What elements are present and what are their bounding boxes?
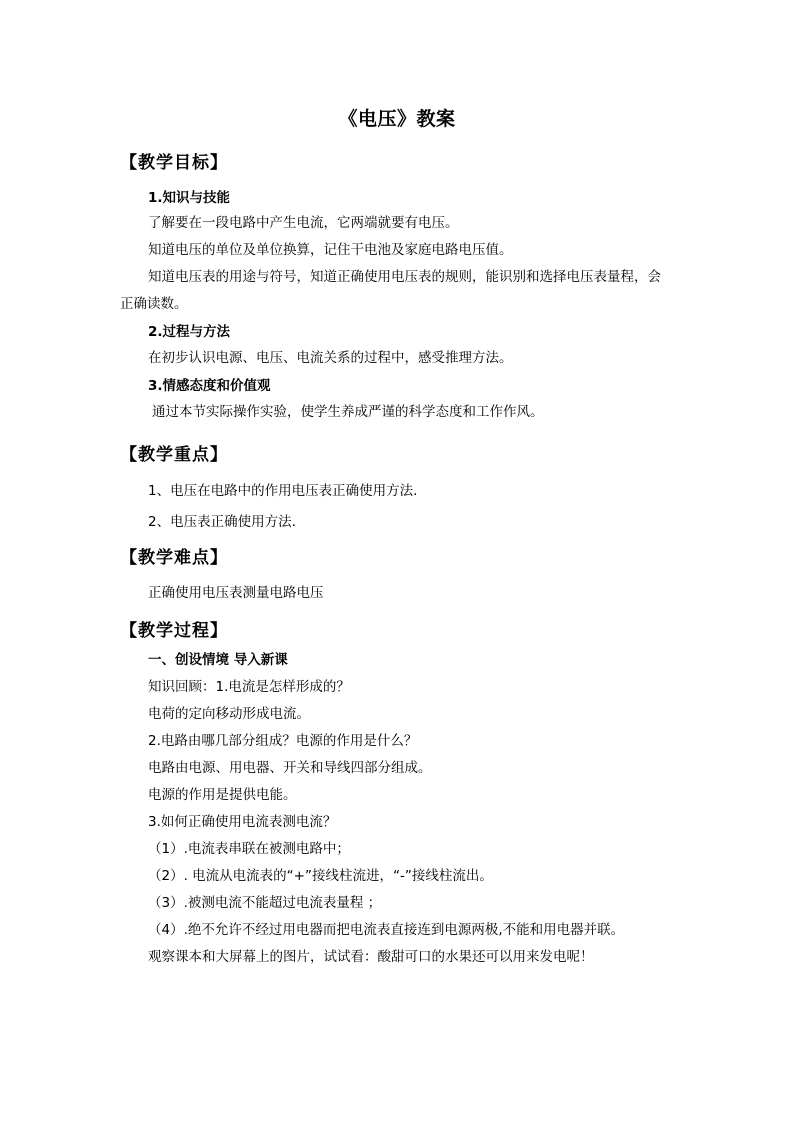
list-item: （4）.绝不允许不经过用电器而把电流表直接连到电源两极,不能和用电器并联。: [148, 922, 625, 938]
paragraph: 观察课本和大屏幕上的图片，试试看：酸甜可口的水果还可以用来发电呢！: [148, 949, 594, 965]
paragraph: 正确读数。: [120, 296, 188, 312]
paragraph: 知道电压表的用途与符号，知道正确使用电压表的规则，能识别和选择电压表量程，会: [148, 269, 661, 285]
paragraph: 通过本节实际操作实验，使学生养成严谨的科学态度和工作作风。: [152, 404, 544, 420]
subheading-intro: 一、创设情境 导入新课: [148, 652, 288, 668]
paragraph: 2.电路由哪几部分组成？电源的作用是什么？: [148, 733, 418, 749]
paragraph: 电荷的定向移动形成电流。: [148, 706, 310, 722]
list-item: （1）.电流表串联在被测电路中；: [148, 841, 350, 857]
paragraph: 知道电压的单位及单位换算，记住干电池及家庭电路电压值。: [148, 242, 513, 258]
subheading-knowledge-skills: 1.知识与技能: [148, 190, 231, 206]
list-item: （3）.被测电流不能超过电流表量程 ；: [148, 895, 382, 911]
paragraph: 正确使用电压表测量电路电压: [148, 585, 324, 601]
paragraph: 知识回顾：1.电流是怎样形成的？: [148, 679, 350, 695]
list-item: （2）. 电流从电流表的“+”接线柱流进，“-”接线柱流出。: [148, 868, 493, 884]
paragraph: 在初步认识电源、电压、电流关系的过程中，感受推理方法。: [148, 350, 513, 366]
paragraph: 电源的作用是提供电能。: [148, 787, 297, 803]
section-heading-process: 【教学过程】: [120, 621, 228, 641]
section-heading-key-points: 【教学重点】: [120, 445, 228, 465]
subheading-process-methods: 2.过程与方法: [148, 324, 231, 340]
subheading-attitudes-values: 3.情感态度和价值观: [148, 378, 271, 394]
page-title: 《电压》教案: [338, 108, 456, 130]
paragraph: 了解要在一段电路中产生电流，它两端就要有电压。: [148, 215, 459, 231]
section-heading-difficulties: 【教学难点】: [120, 548, 228, 568]
paragraph: 1、电压在电路中的作用电压表正确使用方法.: [148, 483, 418, 499]
paragraph: 2、电压表正确使用方法.: [148, 514, 296, 530]
paragraph: 3.如何正确使用电流表测电流？: [148, 814, 337, 830]
section-heading-goals: 【教学目标】: [120, 153, 228, 173]
paragraph: 电路由电源、用电器、开关和导线四部分组成。: [148, 760, 432, 776]
